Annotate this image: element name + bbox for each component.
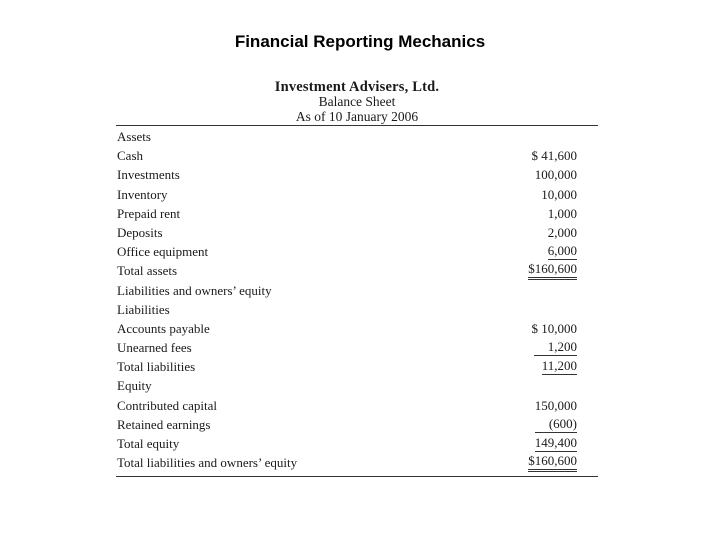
total-equity-row	[116, 434, 598, 453]
row-amount: $160,600	[528, 261, 577, 280]
row-label: Accounts payable	[117, 320, 210, 336]
row-amount: 10,000	[541, 186, 577, 202]
row-label: Assets	[117, 129, 151, 144]
line-item-contributed-capital	[116, 396, 598, 415]
line-item-deposits	[116, 223, 598, 242]
row-amount: 100,000	[534, 167, 577, 183]
line-item-prepaid-rent	[116, 204, 598, 223]
row-amount: 1,200	[534, 338, 577, 356]
row-label: Total liabilities and owners’ equity	[117, 455, 298, 471]
row-amount: (600)	[535, 415, 577, 433]
line-item-inventory	[116, 185, 598, 204]
row-amount: 1,000	[547, 205, 577, 221]
row-label: Prepaid rent	[117, 205, 181, 221]
total-liabilities-row	[116, 357, 598, 376]
row-label: Cash	[117, 148, 143, 164]
row-label: Equity	[117, 378, 152, 394]
row-label: Investments	[117, 167, 180, 183]
company-name: Investment Advisers, Ltd.	[274, 79, 440, 95]
row-label: Liabilities	[117, 301, 170, 317]
line-item-accounts-payable	[116, 319, 598, 338]
row-label: Contributed capital	[117, 397, 218, 413]
row-amount: 11,200	[541, 358, 577, 374]
row-label: Unearned fees	[117, 340, 192, 356]
row-amount: $160,600	[528, 453, 577, 472]
row-label: Deposits	[117, 224, 163, 240]
row-amount: 150,000	[534, 397, 577, 413]
row-label: Office equipment	[117, 244, 209, 260]
section-header-equity	[116, 376, 598, 395]
total-liabilities-and-equity-row	[116, 453, 598, 472]
table-bottom-rule	[116, 476, 598, 477]
row-label: Liabilities and owners’ equity	[117, 282, 272, 298]
slide-title: Financial Reporting Mechanics	[234, 32, 486, 51]
row-label: Inventory	[117, 186, 168, 202]
row-amount: 2,000	[547, 224, 577, 240]
statement-date: As of 10 January 2006	[295, 109, 419, 124]
line-item-retained-earnings	[116, 415, 598, 434]
statement-type: Balance Sheet	[318, 94, 396, 109]
balance-sheet-table	[116, 125, 598, 472]
section-header-assets	[116, 127, 598, 146]
line-item-cash	[116, 146, 598, 165]
line-item-office-equipment	[116, 242, 598, 261]
row-amount: $ 10,000	[531, 320, 577, 336]
row-label: Retained earnings	[117, 416, 211, 432]
section-header-liabilities-and-equity	[116, 281, 598, 300]
total-assets-row	[116, 261, 598, 280]
section-header-liabilities	[116, 300, 598, 319]
row-amount: 6,000	[547, 243, 577, 259]
row-label: Total assets	[117, 263, 178, 279]
row-label: Total equity	[117, 436, 180, 451]
row-label: Total liabilities	[117, 359, 196, 375]
line-item-investments	[116, 165, 598, 184]
row-amount: $ 41,600	[531, 148, 577, 164]
line-item-unearned-fees	[116, 338, 598, 357]
row-amount: 149,400	[534, 435, 577, 450]
